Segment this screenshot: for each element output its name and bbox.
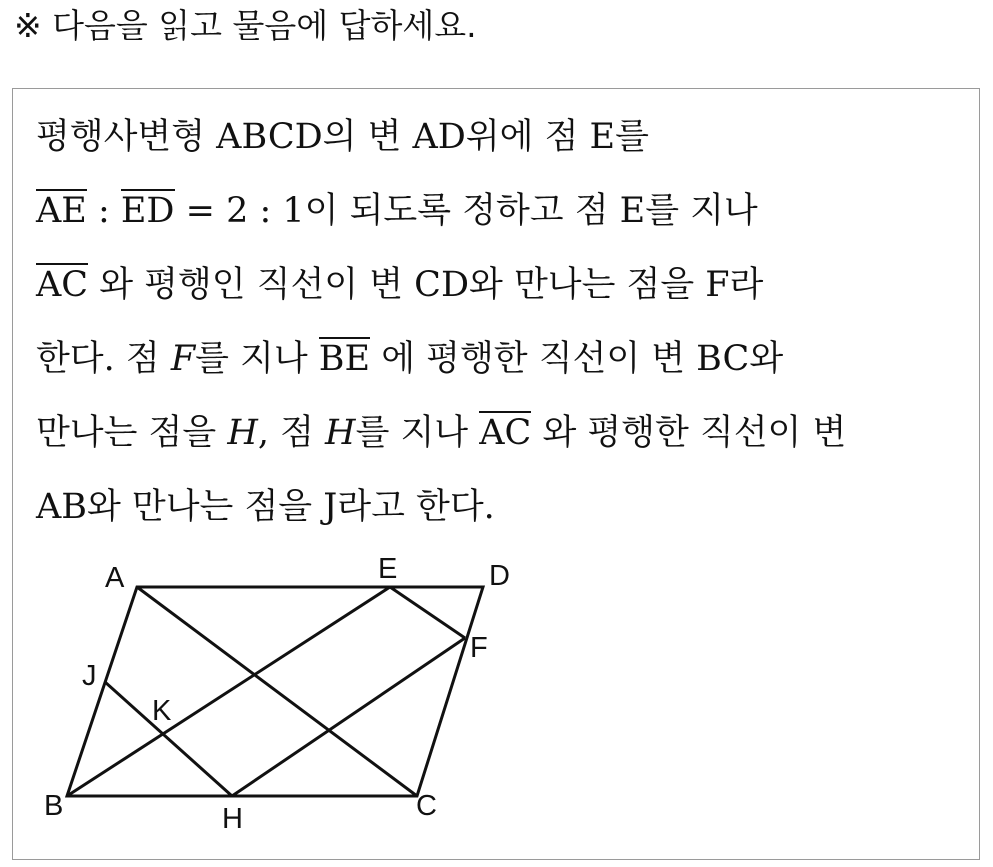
problem-line-6 xyxy=(36,485,495,529)
segment-fh-line xyxy=(232,638,465,796)
problem-text: 와 평행인 직선이 변 CD와 만나는 점을 F라 xyxy=(88,265,764,305)
problem-line-2 xyxy=(36,189,758,233)
problem-line-5 xyxy=(36,411,846,455)
point-label-k: K xyxy=(152,695,172,727)
point-label-h: H xyxy=(222,803,243,835)
point-label-d: D xyxy=(489,560,510,592)
problem-text: 한다. 점 xyxy=(36,339,171,379)
ratio-colon: : xyxy=(86,191,121,231)
variable-f: F xyxy=(170,339,196,379)
problem-text: AB와 만나는 점을 J라고 한다. xyxy=(36,487,495,527)
problem-line-4 xyxy=(36,337,783,381)
point-label-f: F xyxy=(470,632,488,664)
segment-ac: AC xyxy=(479,413,532,453)
point-label-a: A xyxy=(105,562,125,594)
segment-ed: ED xyxy=(120,191,175,231)
problem-text: 에 평행한 직선이 변 BC와 xyxy=(370,339,784,379)
problem-text: , 점 xyxy=(257,413,326,453)
problem-text: = 2 : 1이 되도록 정하고 점 E를 지나 xyxy=(174,191,758,231)
point-label-b: B xyxy=(44,790,64,822)
parallelogram-figure xyxy=(30,548,530,838)
problem-text: 를 지나 xyxy=(195,339,319,379)
segment-be: BE xyxy=(318,339,371,379)
point-label-j: J xyxy=(82,660,97,692)
segment-ef-line xyxy=(390,587,465,638)
point-label-c: C xyxy=(416,790,437,822)
problem-text: 와 평행한 직선이 변 xyxy=(531,413,847,453)
instruction-heading: ※ 다음을 읽고 물음에 답하세요. xyxy=(14,6,477,45)
problem-line-1 xyxy=(36,115,649,159)
variable-h: H xyxy=(227,413,258,453)
segment-ac: AC xyxy=(36,265,89,305)
problem-text: 평행사변형 ABCD의 변 AD위에 점 E를 xyxy=(36,117,649,157)
problem-text: 를 지나 xyxy=(355,413,480,453)
segment-ae: AE xyxy=(36,191,87,231)
problem-text: 만나는 점을 xyxy=(36,413,228,453)
point-label-e: E xyxy=(378,553,398,585)
problem-line-3 xyxy=(36,263,763,307)
variable-h: H xyxy=(325,413,356,453)
